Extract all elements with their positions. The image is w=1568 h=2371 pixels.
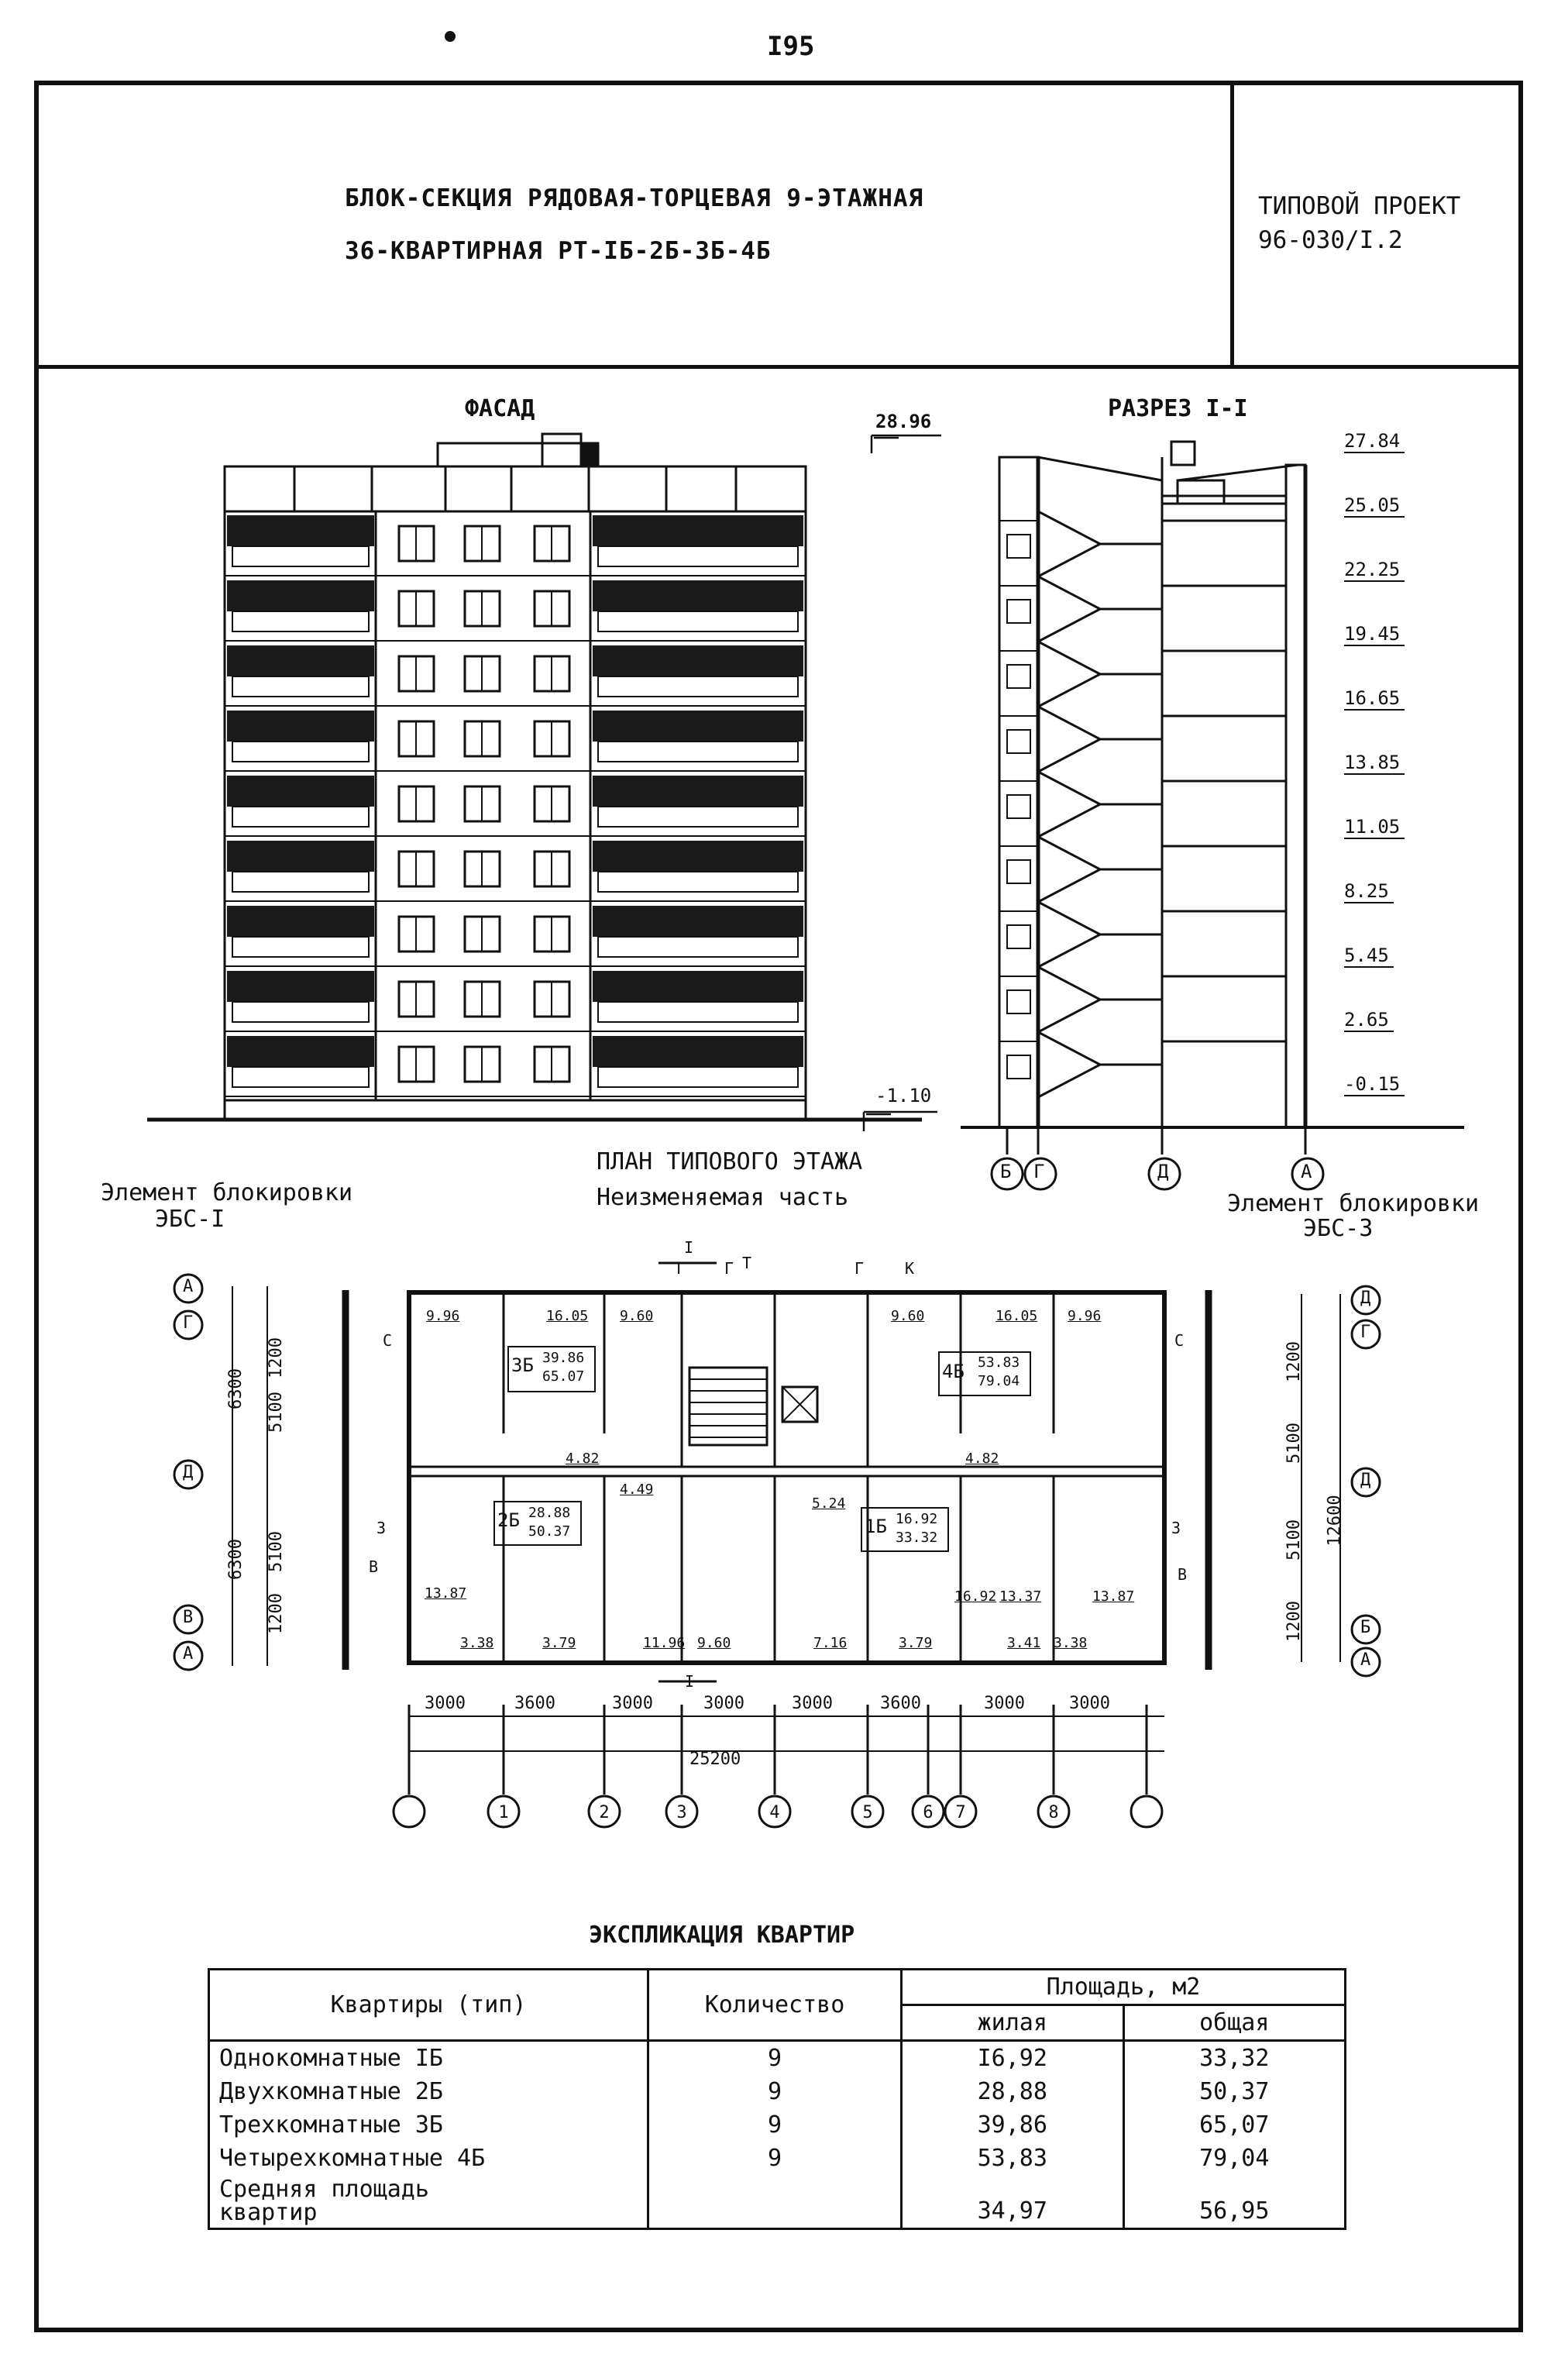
facade-top-mark: 28.96: [875, 411, 932, 432]
left-dim-1: 1200: [266, 1337, 286, 1378]
explication-title: ЭКСПЛИКАЦИЯ КВАРТИР: [589, 1922, 855, 1949]
plan-apt-3b-living: 39.86: [542, 1350, 585, 1366]
row-type: Двухкомнатные 2Б: [209, 2075, 648, 2108]
project-number: 96-030/I.2: [1258, 226, 1403, 254]
room-area: 4.82: [566, 1450, 600, 1467]
room-area: 3.79: [542, 1635, 576, 1651]
column-axis-label: 6: [923, 1803, 934, 1822]
plan-apt-3b: 3Б: [511, 1354, 534, 1376]
left-axis-4: В: [183, 1608, 194, 1627]
section-axis-4: А: [1301, 1161, 1312, 1182]
room-area: 3.79: [899, 1635, 933, 1651]
project-label: ТИПОВОЙ ПРОЕКТ: [1258, 192, 1461, 220]
right-element-code: ЭБС-3: [1303, 1215, 1374, 1242]
right-axis-5: А: [1360, 1650, 1371, 1670]
plan-apt-2b: 2Б: [497, 1509, 520, 1531]
room-area: 3.38: [1054, 1635, 1088, 1651]
column-axis-label: 4: [769, 1803, 780, 1822]
left-dim-5: 6300: [225, 1368, 246, 1409]
room-area: 4.49: [620, 1481, 654, 1498]
row-living: 28,88: [902, 2075, 1124, 2108]
table-row: [209, 2108, 1346, 2142]
left-axis-5: А: [183, 1644, 194, 1664]
room-area: 7.16: [813, 1635, 848, 1651]
section-axis-1: Б: [1000, 1161, 1012, 1182]
room-area: 9.96: [426, 1308, 460, 1324]
left-dim-2: 5100: [266, 1392, 286, 1433]
plan-marker: I: [684, 1238, 694, 1257]
left-axis-3: Д: [183, 1463, 194, 1482]
room-area: 9.60: [697, 1635, 731, 1651]
bottom-dim: 3000: [703, 1694, 744, 1713]
room-area: 9.96: [1068, 1308, 1102, 1324]
plan-title: ПЛАН ТИПОВОГО ЭТАЖА: [597, 1148, 863, 1175]
plan-marker: К: [905, 1259, 915, 1278]
section-mark: 22.25: [1344, 559, 1405, 582]
right-dim-1: 1200: [1284, 1341, 1304, 1382]
right-dim-5: 12600: [1325, 1495, 1345, 1547]
plan-marker: С: [1174, 1331, 1185, 1350]
bottom-dim: 3600: [514, 1694, 555, 1713]
right-element-label: Элемент блокировки: [1227, 1190, 1480, 1217]
column-axis-circle: [394, 1796, 425, 1827]
right-dim-3: 5100: [1284, 1519, 1304, 1561]
section-axis-2: Г: [1033, 1161, 1045, 1182]
page-number: I95: [767, 31, 815, 62]
facade-title: ФАСАД: [465, 395, 535, 422]
plan-apt-4b: 4Б: [942, 1361, 965, 1382]
avg-label-line1: Средняя площадь: [219, 2176, 429, 2203]
room-area: 16.05: [995, 1308, 1038, 1324]
row-type: Четырехкомнатные 4Б: [209, 2142, 648, 2175]
column-axis-label: 3: [676, 1803, 687, 1822]
bottom-dim: 3000: [425, 1694, 466, 1713]
room-area: 9.60: [620, 1308, 654, 1324]
bottom-dim: 3600: [880, 1694, 921, 1713]
row-count: 9: [648, 2075, 902, 2108]
row-total: 65,07: [1123, 2108, 1346, 2142]
column-axis-label: 7: [955, 1803, 966, 1822]
row-type: Трехкомнатные 3Б: [209, 2108, 648, 2142]
plan-marker: В: [369, 1557, 379, 1576]
room-area: 16.05: [546, 1308, 589, 1324]
column-axis-label: 5: [862, 1803, 873, 1822]
table-row: [209, 2075, 1346, 2108]
section-title: РАЗРЕЗ I-I: [1108, 395, 1248, 422]
row-count: 9: [648, 2041, 902, 2076]
section-mark: 27.84: [1344, 430, 1405, 453]
plan-apt-4b-total: 79.04: [978, 1373, 1020, 1389]
room-area: 16.92: [954, 1588, 997, 1605]
column-axis-label: 1: [498, 1803, 509, 1822]
left-axis-2: Г: [183, 1313, 194, 1333]
room-area: 13.37: [999, 1588, 1042, 1605]
room-area: 4.82: [965, 1450, 999, 1467]
plan-marker: Г: [676, 1259, 686, 1278]
column-axis-circle: [1131, 1796, 1162, 1827]
plan-marker: З: [377, 1519, 387, 1537]
plan-apt-2b-total: 50.37: [528, 1523, 571, 1540]
left-dim-4: 1200: [266, 1593, 286, 1634]
bottom-dim: 3000: [1069, 1694, 1110, 1713]
right-axis-3: Д: [1360, 1471, 1371, 1490]
column-axis-label: 8: [1048, 1803, 1059, 1822]
section-mark: -0.15: [1344, 1073, 1405, 1096]
plan-apt-2b-living: 28.88: [528, 1505, 571, 1521]
col-type: Квартиры (тип): [209, 1970, 648, 2041]
right-axis-4: Б: [1360, 1618, 1371, 1637]
row-total: 50,37: [1123, 2075, 1346, 2108]
room-area: 13.87: [1092, 1588, 1135, 1605]
plan-marker: I: [685, 1672, 695, 1691]
plan-apt-3b-total: 65.07: [542, 1368, 585, 1385]
col-total: общая: [1123, 2005, 1346, 2041]
total-dim: 25200: [689, 1750, 741, 1769]
section-mark: 13.85: [1344, 752, 1405, 775]
plan-marker: В: [1178, 1565, 1188, 1584]
table-row-average: [209, 2175, 1346, 2229]
row-total: 33,32: [1123, 2041, 1346, 2076]
col-living: жилая: [902, 2005, 1124, 2041]
row-living: 53,83: [902, 2142, 1124, 2175]
plan-marker: Г: [854, 1259, 865, 1278]
avg-count: [648, 2175, 902, 2229]
bottom-dim: 3000: [984, 1694, 1025, 1713]
plan-apt-4b-living: 53.83: [978, 1354, 1020, 1371]
right-dim-4: 1200: [1284, 1601, 1304, 1642]
section-mark: 8.25: [1344, 880, 1394, 903]
plan-subtitle: Неизменяемая часть: [597, 1184, 849, 1211]
section-mark: 25.05: [1344, 494, 1405, 518]
plan-apt-1b-total: 33.32: [896, 1530, 938, 1546]
bottom-dim: 3000: [612, 1694, 653, 1713]
left-dim-6: 6300: [225, 1539, 246, 1580]
row-total: 79,04: [1123, 2142, 1346, 2175]
left-element-code: ЭБС-I: [155, 1206, 225, 1233]
left-axis-1: А: [183, 1277, 194, 1296]
row-living: 39,86: [902, 2108, 1124, 2142]
table-row: [209, 2142, 1346, 2175]
sheet-title-line2: 36-КВАРТИРНАЯ РТ-IБ-2Б-3Б-4Б: [345, 237, 772, 265]
row-count: 9: [648, 2108, 902, 2142]
table-row: [209, 2041, 1346, 2076]
row-count: 9: [648, 2142, 902, 2175]
row-type: Однокомнатные IБ: [209, 2041, 648, 2076]
plan-marker: С: [383, 1331, 393, 1350]
section-mark: 16.65: [1344, 687, 1405, 711]
room-area: 13.87: [425, 1585, 467, 1602]
plan-marker: З: [1171, 1519, 1181, 1537]
plan-apt-1b-living: 16.92: [896, 1511, 938, 1527]
room-area: 3.41: [1007, 1635, 1041, 1651]
section-mark: 19.45: [1344, 623, 1405, 646]
avg-total: 56,95: [1123, 2175, 1346, 2229]
bottom-dim: 3000: [792, 1694, 833, 1713]
right-axis-2: Г: [1360, 1323, 1371, 1342]
section-mark: 11.05: [1344, 816, 1405, 839]
avg-living: 34,97: [902, 2175, 1124, 2229]
room-area: 11.96: [643, 1635, 686, 1651]
avg-label: [209, 2175, 648, 2229]
explication-table: [208, 1968, 1346, 2230]
room-area: 3.38: [460, 1635, 494, 1651]
avg-label-line2: квартир: [219, 2199, 318, 2226]
room-area: 9.60: [891, 1308, 925, 1324]
column-axis-label: 2: [599, 1803, 610, 1822]
plan-apt-1b: 1Б: [865, 1516, 887, 1537]
sheet-title-line1: БЛОК-СЕКЦИЯ РЯДОВАЯ-ТОРЦЕВАЯ 9-ЭТАЖНАЯ: [345, 184, 924, 212]
left-dim-3: 5100: [266, 1531, 286, 1572]
plan-marker: Г: [724, 1259, 734, 1278]
right-axis-1: Д: [1360, 1289, 1371, 1308]
row-living: I6,92: [902, 2041, 1124, 2076]
section-mark: 5.45: [1344, 945, 1394, 968]
col-count: Количество: [648, 1970, 902, 2041]
room-area: 5.24: [812, 1495, 846, 1512]
plan-marker: Т: [742, 1254, 752, 1272]
facade-ground-mark: -1.10: [875, 1085, 932, 1106]
right-dim-2: 5100: [1284, 1423, 1304, 1464]
section-mark: 2.65: [1344, 1009, 1394, 1032]
section-axis-3: Д: [1157, 1161, 1169, 1182]
col-area: Площадь, м2: [902, 1970, 1346, 2005]
left-element-label: Элемент блокировки: [101, 1179, 353, 1206]
